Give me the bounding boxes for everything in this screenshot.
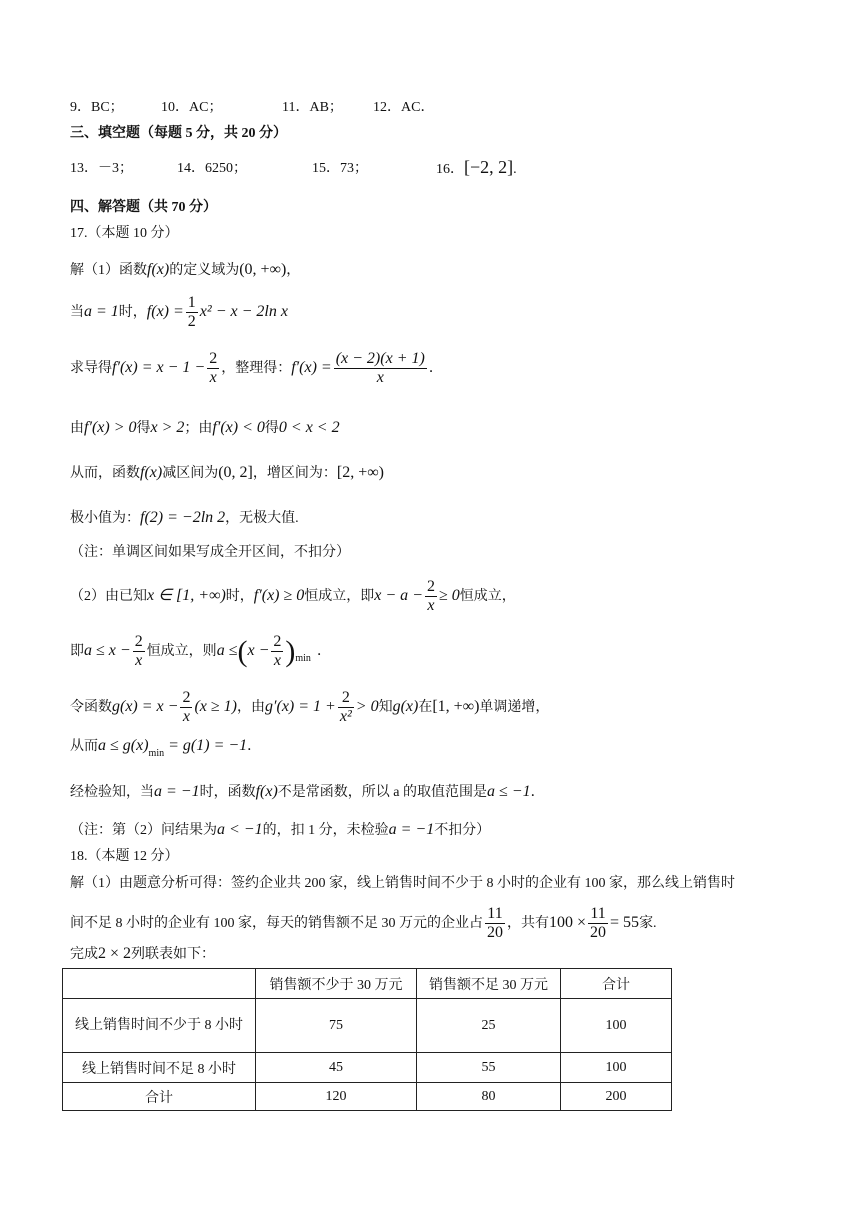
table-cell: 45 (256, 1053, 417, 1083)
math: (x ≥ 1) (194, 698, 237, 716)
q18-paragraph-3 (70, 946, 215, 962)
math: a ≤ g(x) (98, 737, 149, 754)
text: 得 (264, 421, 279, 436)
section-3-heading: 三、填空题（每题 5 分，共 20 分） (70, 126, 287, 141)
table-cell: 80 (417, 1083, 561, 1111)
q17-note-2 (70, 822, 490, 838)
answer-15: 15．73； (312, 161, 368, 176)
fraction (338, 689, 354, 727)
text: 极小值为： (70, 511, 140, 526)
text: ． (428, 361, 443, 377)
text: 完成 (70, 947, 98, 962)
text: ． (530, 785, 545, 800)
numerator: 11 (588, 905, 608, 924)
q17-line-10 (70, 738, 261, 759)
fraction (485, 905, 505, 943)
math: a ≤ x − (84, 642, 131, 660)
text: （2）由已知 (70, 589, 147, 605)
q18-paragraph-2 (70, 905, 657, 943)
text: 即 (70, 644, 84, 660)
fraction (186, 294, 198, 332)
math: a ≤ −1 (487, 783, 531, 800)
math: x − (247, 642, 270, 660)
q17-line-7 (70, 578, 516, 616)
table-header: 销售额不少于 30 万元 (256, 969, 417, 999)
text: 的定义域为 (169, 263, 240, 278)
math: f′(x) < 0 (212, 419, 265, 436)
numerator: (x − 2)(x + 1) (334, 350, 427, 369)
numerator: 11 (485, 905, 505, 924)
numerator: 1 (186, 294, 198, 313)
math: g(x) (392, 698, 419, 716)
math: x > 2 (150, 419, 185, 436)
text: 从而，函数 (70, 466, 140, 481)
q17-line-11 (70, 784, 545, 800)
q18-header: 18.（本题 12 分） (70, 849, 179, 864)
denominator: x (135, 652, 143, 670)
text: 不是常函数，所以 a 的取值范围是 (277, 785, 488, 800)
fraction (207, 350, 219, 388)
math-derivative: f′(x) = x − 1 − (112, 359, 206, 377)
text: 经检验知，当 (70, 785, 154, 800)
math: [2, +∞) (336, 464, 384, 481)
table-header-row (63, 969, 672, 999)
math-rhs: x² − x − 2ln x (199, 303, 288, 321)
row-label-text: 线上销售时间不少于 8 小时 (75, 1018, 243, 1033)
text: ，由 (237, 700, 265, 716)
answer-12: 12．AC． (373, 100, 435, 115)
math-derivative-2: f′(x) = (291, 359, 332, 377)
math: > 0 (355, 698, 379, 716)
answer-13: 13．－3； (70, 161, 133, 176)
table-cell: 100 (561, 1053, 672, 1083)
fraction (133, 633, 145, 671)
q17-line-4 (70, 420, 340, 436)
text: ，增区间为： (252, 466, 337, 481)
q18-paragraph-1: 解（1）由题意分析可得：签约企业共 200 家，线上销售时间不少于 8 小时的企业有 100 家，那么线上销售时 (70, 876, 735, 891)
text: ． (316, 644, 331, 660)
q17-line-3 (70, 350, 443, 388)
math: g′(x) = 1 + (265, 698, 336, 716)
math: a ≤ (216, 642, 238, 660)
text: 令函数 (70, 700, 112, 716)
text: ，共有 (507, 916, 549, 932)
table-row (63, 1083, 672, 1111)
text: ， (286, 263, 301, 278)
answer-11: 11．AB； (282, 100, 343, 115)
math: a < −1 (217, 821, 263, 838)
answer-16-value: [−2, 2] (464, 157, 514, 177)
math: = 55 (610, 914, 640, 932)
text: 家. (639, 916, 657, 932)
text: 由 (70, 421, 84, 436)
math: 2 × 2 (98, 945, 132, 962)
table-cell: 55 (417, 1053, 561, 1083)
numerator: 2 (425, 578, 437, 597)
denominator: x (376, 369, 384, 387)
table-cell: 75 (256, 999, 417, 1053)
q17-line-1 (70, 262, 300, 278)
text: 时， (118, 305, 147, 321)
text: ． (247, 739, 262, 754)
math: f′(x) ≥ 0 (253, 587, 305, 605)
q17-line-8 (70, 633, 331, 671)
numerator: 2 (133, 633, 145, 652)
math-domain: (0, +∞) (239, 261, 287, 278)
table-cell: 120 (256, 1083, 417, 1111)
answer-10: 10．AC； (161, 100, 223, 115)
text: 恒成立， (459, 589, 516, 605)
contingency-table (62, 968, 672, 1111)
math: ≥ 0 (438, 587, 460, 605)
section-4-heading: 四、解答题（共 70 分） (70, 200, 217, 215)
paren-open: ( (237, 634, 248, 668)
text: 在 (418, 700, 433, 716)
denominator: 2 (187, 313, 196, 331)
subscript: min (295, 653, 311, 665)
table-cell: 100 (561, 999, 672, 1053)
text: 减区间为 (162, 466, 219, 481)
text: 间不足 8 小时的企业有 100 家，每天的销售额不足 30 万元的企业占 (70, 916, 483, 932)
table-row-label: 线上销售时间不足 8 小时 (63, 1053, 256, 1083)
text: ，整理得： (221, 361, 292, 377)
numerator: 2 (271, 633, 283, 652)
table-header: 销售额不足 30 万元 (417, 969, 561, 999)
q17-line-2 (70, 294, 288, 332)
paren-close: ) (285, 634, 296, 668)
text: 时， (225, 589, 254, 605)
table-row (63, 1053, 672, 1083)
q17-line-9 (70, 689, 549, 727)
answers-row-fill (70, 157, 517, 177)
denominator: x² (339, 708, 352, 726)
fraction (425, 578, 437, 616)
math: f(x) (140, 464, 163, 481)
table-row-label (63, 999, 256, 1053)
math: g(x) = x − (112, 698, 179, 716)
numerator: 2 (338, 689, 354, 708)
text: 当 (70, 305, 84, 321)
table-header: 合计 (561, 969, 672, 999)
numerator: 2 (180, 689, 192, 708)
math: f′(x) > 0 (84, 419, 137, 436)
q17-header: 17.（本题 10 分） (70, 226, 179, 241)
subscript: min (148, 748, 165, 759)
math: [1, +∞) (432, 698, 480, 716)
math: x ∈ [1, +∞) (147, 587, 226, 605)
math-cond: a = 1 (84, 303, 119, 321)
fraction (588, 905, 608, 943)
math: 100 × (549, 914, 587, 932)
denominator: 20 (487, 924, 503, 942)
text: 列联表如下： (131, 947, 216, 962)
text: 单调递增， (479, 700, 550, 716)
denominator: 20 (590, 924, 607, 942)
math: x − a − (374, 587, 423, 605)
text: 的，扣 1 分，未检验 (262, 823, 389, 838)
math: = g(1) = −1 (168, 737, 248, 754)
math: f(x) (255, 783, 278, 800)
answer-16 (436, 158, 517, 177)
denominator: x (209, 369, 217, 387)
q17-line-5 (70, 465, 384, 481)
denominator: x (273, 652, 281, 670)
math: 0 < x < 2 (278, 419, 340, 436)
math: a = −1 (154, 783, 200, 800)
text: 得 (136, 421, 151, 436)
table-row-label: 合计 (63, 1083, 256, 1111)
answer-16-end: . (513, 162, 517, 177)
table-cell: 25 (417, 999, 561, 1053)
denominator: x (427, 597, 435, 615)
table-cell: 200 (561, 1083, 672, 1111)
text: 从而 (70, 739, 98, 754)
answer-14: 14．6250； (177, 161, 247, 176)
q17-line-6 (70, 510, 299, 526)
math: f(2) = −2ln 2 (140, 509, 226, 526)
fraction (271, 633, 283, 671)
fraction (334, 350, 427, 388)
math-fx: f(x) (147, 261, 170, 278)
text: 恒成立，则 (146, 644, 217, 660)
answer-9: 9．BC； (70, 100, 124, 115)
text: 不扣分） (434, 823, 491, 838)
table-row (63, 999, 672, 1053)
q17-note-1: （注：单调区间如果写成全开区间，不扣分） (70, 545, 350, 560)
text: 求导得 (70, 361, 112, 377)
answers-row-choice (70, 100, 435, 115)
math-lhs: f(x) = (146, 303, 184, 321)
denominator: x (182, 708, 190, 726)
math: (0, 2] (218, 464, 253, 481)
fraction (180, 689, 192, 727)
math: a = −1 (388, 821, 435, 838)
text: 知 (378, 700, 393, 716)
text: ，无极大值. (225, 511, 299, 526)
text: 恒成立，即 (304, 589, 375, 605)
table-cell (63, 969, 256, 999)
text: （注：第（2）问结果为 (70, 823, 217, 838)
text: ；由 (184, 421, 213, 436)
answer-16-label: 16． (436, 162, 464, 177)
text: 解（1）函数 (70, 263, 147, 278)
numerator: 2 (207, 350, 219, 369)
text: 时，函数 (199, 785, 256, 800)
